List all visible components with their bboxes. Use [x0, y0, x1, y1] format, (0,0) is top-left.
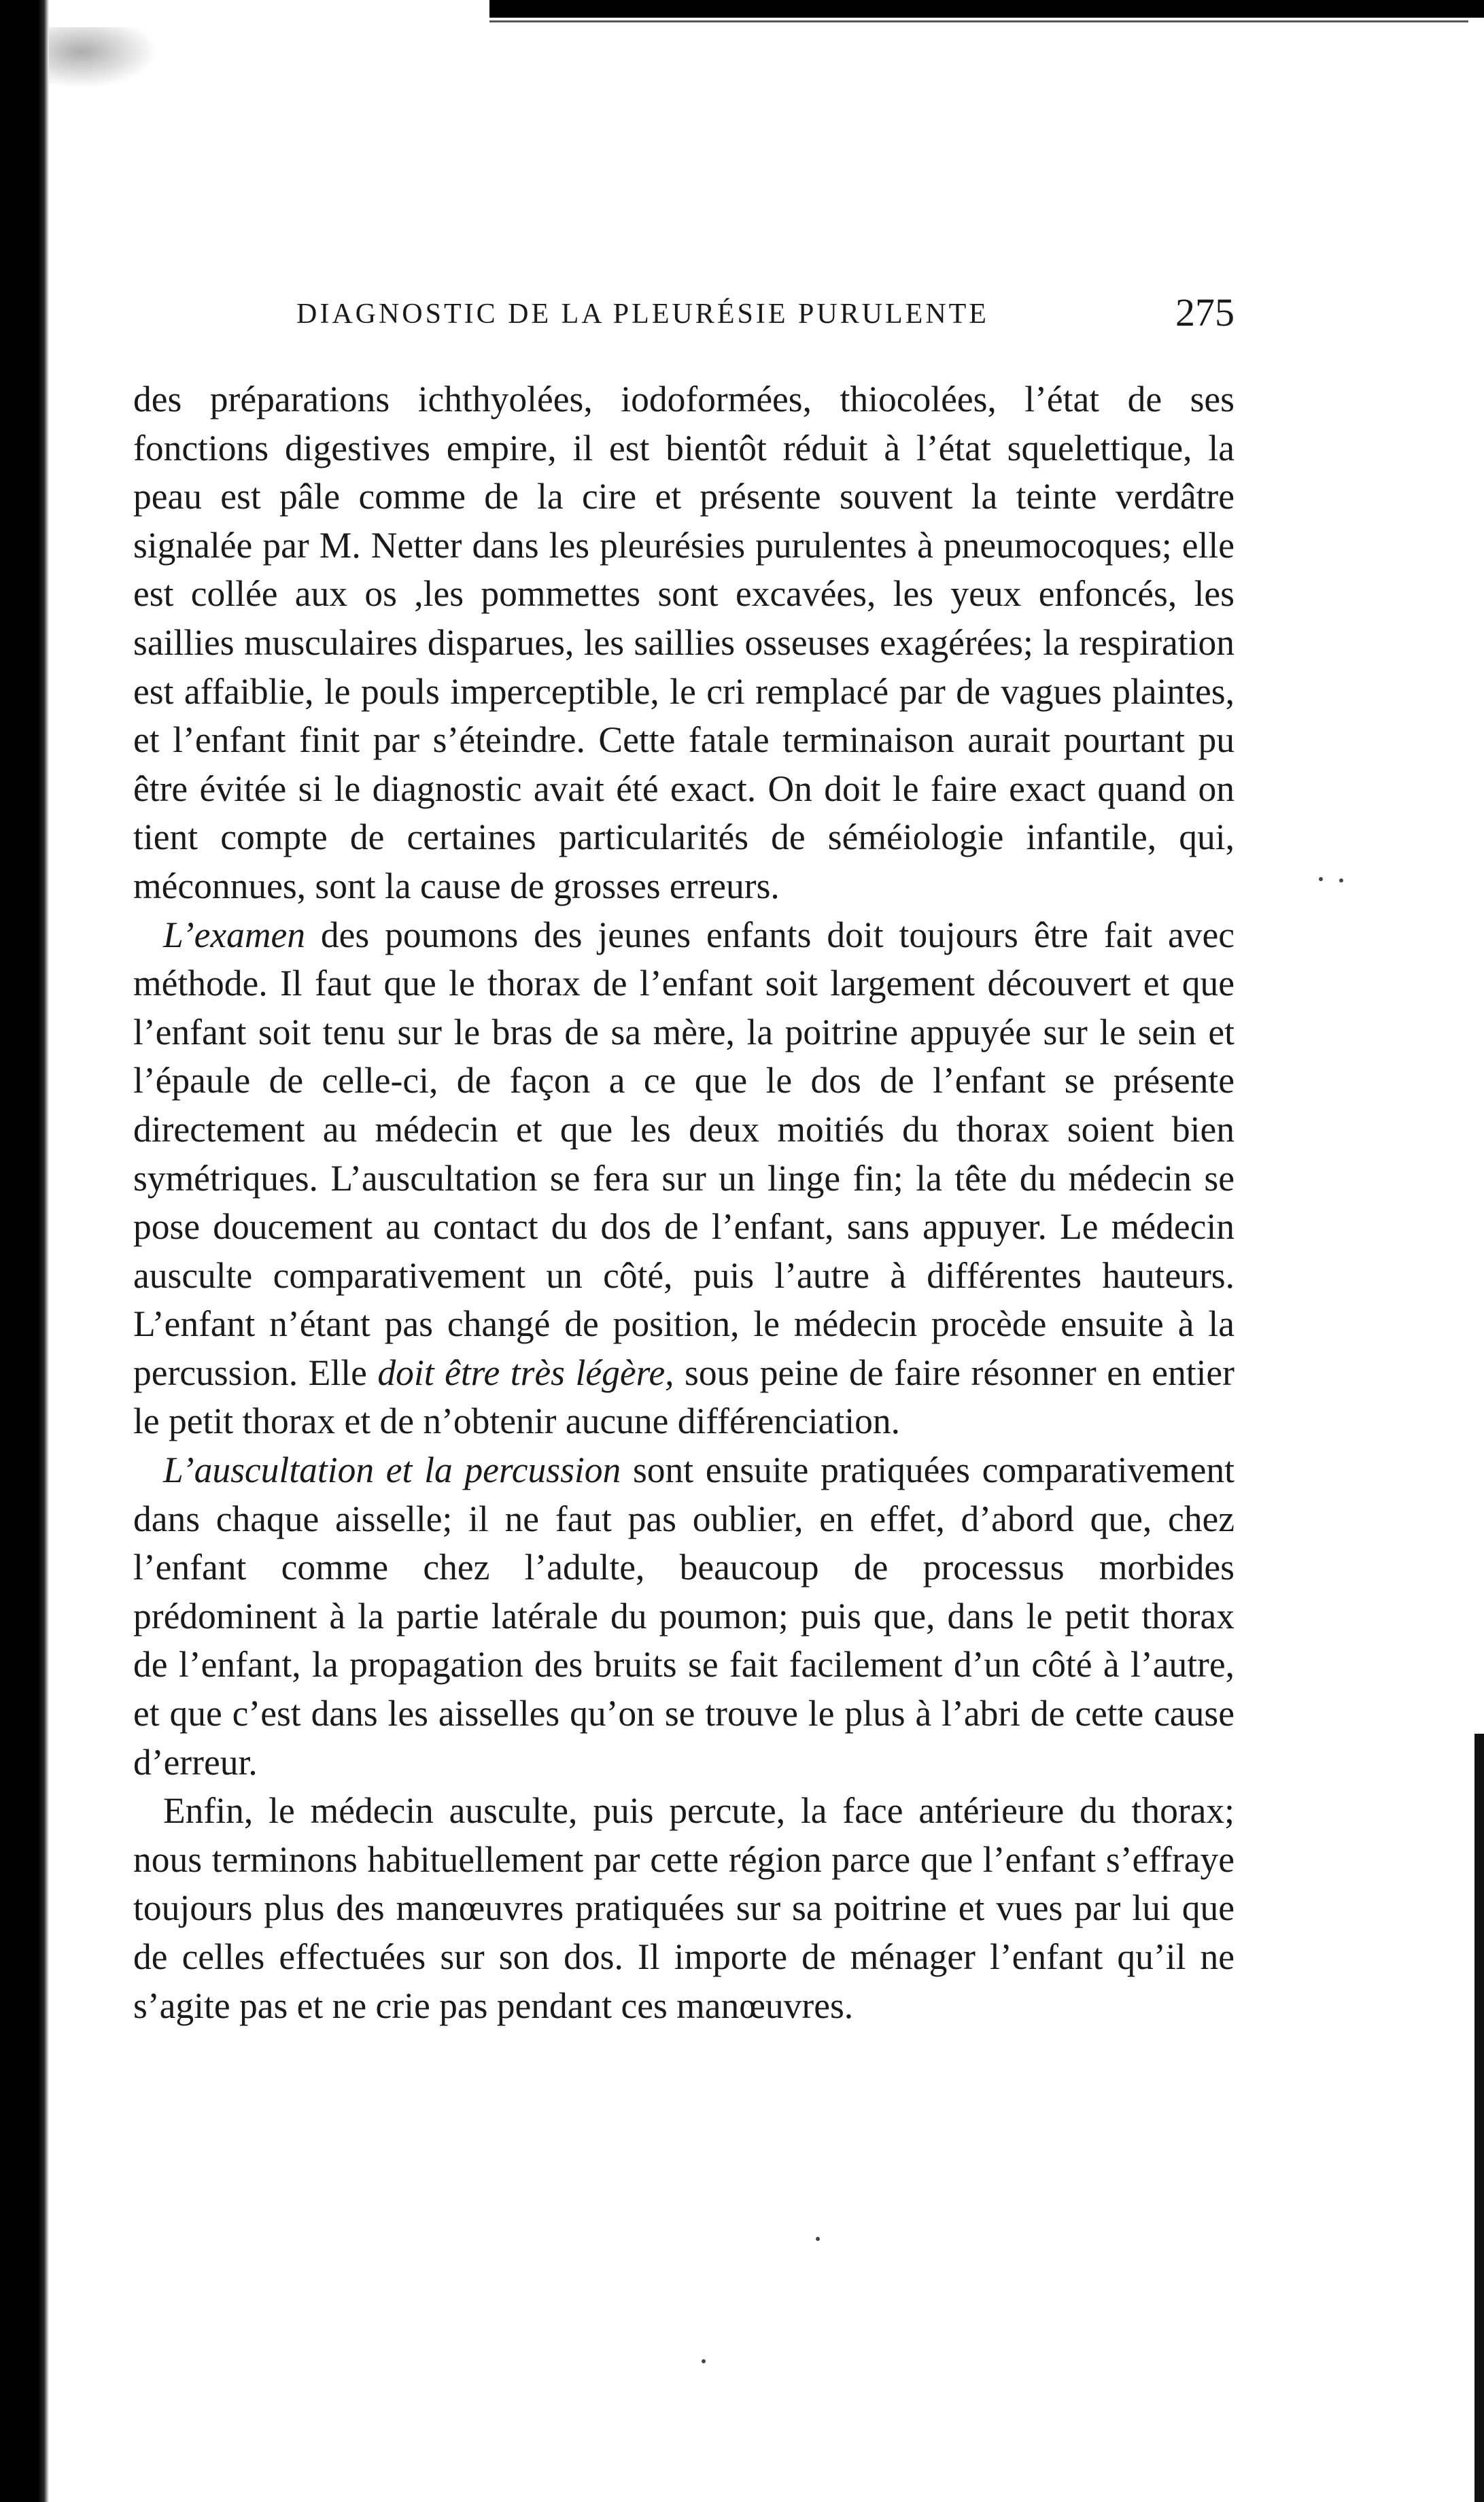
scan-speck [1339, 878, 1343, 882]
page-number: 275 [1175, 290, 1235, 335]
paragraph-1-text: des préparations ichthyolées, iodoformées, thiocolées, l’état de ses fonctions digestives empire, il est bientôt réduit à l’état squelettique, la peau est pâle comme de la cire et présente souvent la teinte verdâtre signalée par M. Netter dans les pleurésies purulentes à pneumocoques; elle est collée aux os ,les pommettes sont excavées, les yeux enfoncés, les saillies musculaires disparues, les saillies osseuses exagérées; la respiration est affaiblie, le pouls imperceptible, le cri remplacé par de vagues plaintes, et l’enfant finit par s’éteindre. Cette fatale terminaison aurait pourtant pu être évitée si le diagnostic avait été exact. On doit le faire exact quand on tient compte de certaines particularités de séméiologie infantile, qui, méconnues, sont la cause de grosses erreurs. [133, 379, 1235, 906]
book-page [133, 286, 1235, 2030]
paragraph-1 [133, 375, 1235, 911]
scan-border-top [489, 0, 1484, 18]
scan-speck [816, 2237, 820, 2241]
paragraph-3-text: sont ensuite pratiquées comparativement dans chaque aisselle; il ne faut pas oublier, en effet, d’abord que, chez l’enfant comme chez l’adulte, beaucoup de processus morbides prédominent à la partie latérale du poumon; puis que, dans le petit thorax de l’enfant, la propagation des bruits se fait facilement d’un côté à l’autre, et que c’est dans les aisselles qu’on se trouve le plus à l’abri de cette cause d’erreur. [133, 1450, 1235, 1783]
paragraph-2-italic-legere: doit être très légère, [377, 1352, 674, 1393]
body-text [133, 375, 1235, 2030]
paragraph-2-text-b: sous peine de faire résonner en entier le petit thorax et de n’obtenir aucune différenciation. [133, 1352, 1235, 1442]
paragraph-4-text: Enfin, le médecin ausculte, puis percute, la face antérieure du thorax; nous terminons habituellement par cette région parce que l’enfant s’effraye toujours plus des manœuvres pratiquées sur sa poitrine et vues par lui que de celles effectuées sur son dos. Il importe de ménager l’enfant qu’il ne s’agite pas et ne crie pas pendant ces manœuvres. [133, 1790, 1235, 2026]
scan-corner-smudge [49, 27, 158, 88]
running-head [133, 286, 1235, 340]
paragraph-3-italic-heading: L’auscultation et la percussion [163, 1450, 621, 1491]
paragraph-2-text-a: des poumons des jeunes enfants doit toujours être fait avec méthode. Il faut que le thorax de l’enfant soit largement découvert et que l’enfant soit tenu sur le bras de sa mère, la poitrine appuyée sur le sein et l’épaule de celle-ci, de façon a ce que le dos de l’enfant se présente directement au médecin et que les deux moitiés du thorax soient bien symétriques. L’auscultation se fera sur un linge fin; la tête du médecin se pose doucement au contact du dos de l’enfant, sans appuyer. Le médecin ausculte comparativement un côté, puis l’autre à différentes hauteurs. L’enfant n’étant pas changé de position, le médecin procède ensuite à la percussion. Elle [133, 914, 1235, 1393]
scan-speck [1319, 877, 1323, 881]
scan-border-left [0, 0, 49, 2502]
paragraph-3 [133, 1446, 1235, 1787]
running-title: DIAGNOSTIC DE LA PLEURÉSIE PURULENTE [296, 298, 989, 330]
paragraph-2-italic-examen: L’examen [163, 914, 305, 955]
scan-border-right [1474, 1734, 1484, 2502]
paragraph-2 [133, 911, 1235, 1447]
paragraph-4 [133, 1787, 1235, 2030]
scan-speck [702, 2359, 706, 2363]
scan-border-top-rule [489, 20, 1468, 22]
